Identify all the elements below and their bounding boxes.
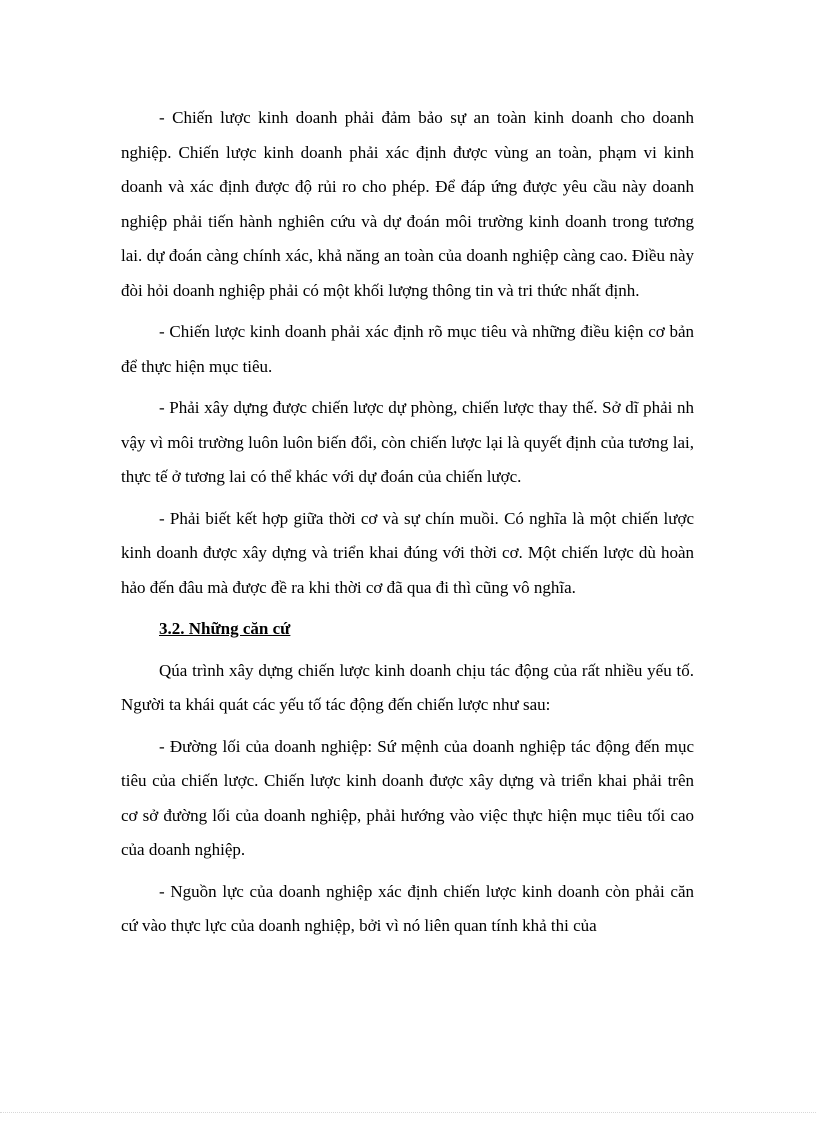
paragraph-timing: - Phải biết kết hợp giữa thời cơ và sự chín muồi. Có nghĩa là một chiến lược kinh doanh được xây dựng và triển khai đúng với thời cơ. Một chiến lược dù hoàn hảo đến đâu mà được đề ra khi thời cơ đã qua đi thì cũng vô nghĩa.: [121, 508, 694, 597]
paragraph-direction: - Đường lối của doanh nghiệp: Sứ mệnh của doanh nghiệp tác động đến mục tiêu của chiến lược. Chiến lược kinh doanh được xây dựng và triển khai phải trên cơ sở đường lối của doanh nghiệp, phải hướng vào việc thực hiện mục tiêu tối cao của doanh nghiệp.: [121, 736, 694, 859]
section-heading: [121, 612, 694, 647]
section-heading-text: 3.2. Những căn cứ: [159, 619, 291, 638]
paragraph-factors-intro: Qúa trình xây dựng chiến lược kinh doanh chịu tác động của rất nhiều yếu tố. Người ta khái quát các yếu tố tác động đến chiến lược như sau:: [121, 660, 694, 714]
paragraph-objectives: - Chiến lược kinh doanh phải xác định rõ mục tiêu và những điều kiện cơ bản để thực hiện mục tiêu.: [121, 322, 694, 376]
document-body: [121, 101, 694, 951]
paragraph-safety: - Chiến lược kinh doanh phải đảm bảo sự an toàn kinh doanh cho doanh nghiệp. Chiến lược kinh doanh phải xác định được vùng an toàn, phạm vi kinh doanh và xác định được độ rủi ro cho phép. Để đáp ứng được yêu cầu này doanh nghiệp phải tiến hành nghiên cứu và dự đoán môi trường kinh doanh trong tương lai. dự đoán càng chính xác, khả năng an toàn của doanh nghiệp càng cao. Điều này đòi hỏi doanh nghiệp phải có một khối lượng thông tin và tri thức nhất định.: [121, 108, 694, 300]
page-bottom-divider: [0, 1112, 816, 1113]
paragraph-resources: - Nguồn lực của doanh nghiệp xác định chiến lược kinh doanh còn phải căn cứ vào thực lực của doanh nghiệp, bởi vì nó liên quan tính khả thi của: [121, 881, 694, 935]
paragraph-contingency: - Phải xây dựng được chiến lược dự phòng, chiến lược thay thế. Sở dĩ phải nh vậy vì môi trường luôn luôn biến đổi, còn chiến lược lại là quyết định của tương lai, thực tế ở tương lai có thể khác với dự đoán của chiến lược.: [121, 398, 694, 486]
